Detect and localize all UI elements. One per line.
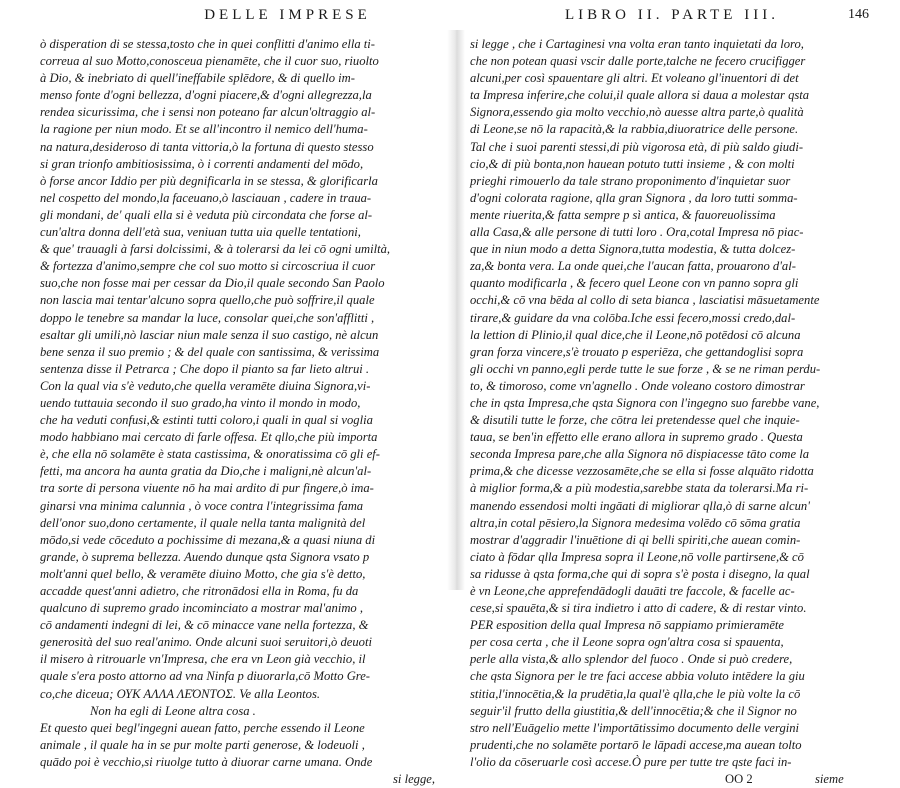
text-line: che in qsta Impresa,che qsta Signora con l'ingegno suo farebbe vane, — [470, 395, 820, 410]
text-line: tra sorte di persona viuente nō ha mai ardito di pur fingere,ò ima- — [40, 481, 374, 496]
text-line: prudenti,che no solamēte portarō le lāpadi accese,ma auean tolto — [470, 737, 802, 752]
text-line: qualcuno di supremo grado incominciato a mostrar mal'animo , — [40, 601, 364, 616]
book-gutter — [447, 30, 465, 590]
text-line: bene senza il suo premio ; & del quale con santissima, & verissima — [40, 344, 380, 359]
text-line: PER esposition della qual Impresa nō sappiamo primieramēte — [470, 618, 784, 633]
page-number: 146 — [848, 7, 869, 22]
right-running-head-text: LIBRO II. PARTE III. — [565, 7, 779, 23]
left-text-block — [40, 36, 445, 788]
text-line: ò forse ancor Iddio per più degnificarla in se stessa, & glorificarla — [40, 173, 378, 188]
text-line: doppo le tenebre sa mandar la luce, consolar quei,che son'afflitti , — [40, 310, 375, 325]
text-line: quādo poi è vecchio,si riuolge tutto à diuorar carne umana. Onde — [40, 754, 373, 769]
text-line: si gran trionfo ambitiosissima, ò i correnti andamenti del mōdo, — [40, 156, 364, 171]
text-line: & disutili tutte le forze, che cōtra lei pretendesse quel che inquie- — [470, 413, 800, 428]
text-line: la lettion di Plinio,il qual dice,che il Leone,nō potēdosi cō alcuna — [470, 327, 801, 342]
text-line: & fortezza d'animo,sempre che col suo motto si circoscriua il cuor — [40, 259, 376, 274]
text-line: tirare,& guidare da vna colōba.Iche essi fecero,mossi credo,dal- — [470, 310, 796, 325]
text-line: nel cospetto del mondo,la faceuano,ò lasciauan , cadere in traua- — [40, 190, 372, 205]
text-line: za,& bonta vera. La onde quei,che l'aucan fatta, prouarono d'al- — [470, 259, 796, 274]
text-line: correua al suo Motto,conosceua pienamēte, che il cuor suo, riuolto — [40, 54, 379, 69]
text-line: dell'onor suo,dono certamente, il quale nella tanta malignità del — [40, 515, 366, 530]
text-line: Et questo quei begl'ingegni auean fatto, perche essendo il Leone — [40, 720, 365, 735]
text-line: mostrar d'aggradir l'inuētione di qi belli spiriti,che auean comin- — [470, 532, 801, 547]
text-line: altra,in cotal pēsiero,la Signora medesima volēdo cō sōma gratia — [470, 515, 801, 530]
right-page — [470, 0, 875, 787]
text-line: è vn Leone,che apprefendādogli dauāti tre faccole, & facelle ac- — [470, 584, 795, 598]
text-line: seguir'il frutto della giustitia,& dell'innocētia;& che il Signor no — [470, 703, 797, 718]
text-line: si legge, — [393, 772, 435, 787]
text-line: si legge , che i Cartaginesi vna volta eran tanto inquietati da loro, — [470, 37, 804, 51]
text-line: mente riuerita,& fatta sempre p sì antica, & fauoreuolissima — [470, 207, 776, 222]
text-line: ta Impresa inferire,che colui,il quale allora si daua a molestar qsta — [470, 88, 810, 103]
signature-mark: OO 2 — [725, 772, 753, 787]
text-line: modo habbiano mai cercato di farle offesa. Et qllo,che più importa — [40, 430, 378, 445]
text-line: cun'altra donna dell'età sua, veniuan tutta uia quelle tentationi, — [40, 225, 361, 240]
text-line: è, che ella nō solamēte è stata castissima, & onoratissima cō gli ef- — [40, 447, 380, 462]
right-running-head — [470, 0, 875, 30]
text-line: ciato à fōdar qlla Impresa sopra il Leone,nō volle partirsene,& cō — [470, 549, 804, 564]
text-line: che ha veduti confusi,& estinti tutti coloro,i quali in qual si voglia — [40, 413, 373, 428]
text-line: prieghi rimouerlo da tale strano proponimento d'inquietar suor — [470, 173, 791, 188]
text-line: non lascia mai tentar'alcuno sopra quello,che può soffrire,il quale — [40, 293, 375, 308]
text-line: uendo tuttauia secondo il suo grado,ha vinto il mondo in modo, — [40, 395, 361, 410]
text-line: sa ridusse à qsta forma,che qui di sopra s'è posta i disegno, la qual — [470, 566, 810, 581]
text-line: Signora,essendo gia molto vecchio,nò auesse altra parte,ò qualità — [470, 105, 804, 120]
text-line: prima,& che dicesse vezzosamēte,che se ella si fosse alquāto ridotta — [470, 464, 814, 479]
text-line: & que' trauagli à farsi dolcissimi, & à tolerarsi da lei cō ogni umiltà, — [40, 242, 391, 257]
text-line: gran forza vincere,s'è trouato p esperiēza, che gettandoglisi sopra — [470, 344, 804, 359]
text-line: generosità del suo real'animo. Onde alcuni suoi seruitori,ò deuoti — [40, 635, 372, 650]
text-line: mōdo,si vede cōceduto a pochissime di mezana,& a quasi niuna di — [40, 532, 376, 547]
text-line: sentenza disse il Petrarca ; Che dopo il pianto sa far lieto altrui . — [40, 361, 370, 376]
text-line: à Dio, & inebriato di quell'ineffabile splēdore, & di quello im- — [40, 71, 355, 86]
text-line: na natura,desideroso di tanta vittoria,ò la fortuna di questo stesso — [40, 139, 374, 154]
text-line: menso fonte d'ogni bellezza, d'ogni piacere,& d'ogni allegrezza,la — [40, 88, 372, 103]
text-line: que in niun modo a detta Signora,tutta modestia, & tutta dolcez- — [470, 242, 796, 257]
text-line: grande, ò suprema bellezza. Auendo dunque qsta Signora vsato p — [40, 549, 370, 564]
text-line: rendea sicurissima, che i sensi non poteano far alcun'oltraggio al- — [40, 105, 376, 120]
left-page — [40, 0, 445, 787]
text-line: perle alla vista,& allo splendor del fuoco . Onde si può credere, — [470, 652, 793, 667]
text-line: accadde quest'anni adietro, che ritronādosi ella in Roma, fu da — [40, 584, 359, 598]
text-line: per cosa certa , che il Leone sopra ogn'altra cosa si spauenta, — [470, 635, 784, 650]
text-line: quale s'era posto attorno ad vna Ninfa p diuorarla,cō Motto Gre- — [40, 669, 371, 684]
text-line: to, & timoroso, come vn'agnello . Onde voleano costoro dimostrar — [470, 378, 805, 393]
text-line: cio,& di più bonta,non hauean potuto tutti insieme , & con molti — [470, 156, 795, 171]
text-line: alcuni,per così spauentare gli altri. Et voleano gl'inuentori di det — [470, 71, 799, 86]
text-line: Con la qual via s'è veduto,che quella veramēte diuina Signora,vi- — [40, 378, 371, 393]
text-line: che non potean quasi vscir dalle porte,talche ne fecero crucifigger — [470, 54, 806, 69]
text-line: la ragione per niun modo. Et se all'incontro il nemico dell'huma- — [40, 122, 368, 137]
text-line: quanto modificarla , & fecero quel Leone con vn panno sopra gli — [470, 276, 799, 291]
text-line: ginarsi vna minima calunnia , ò voce contra l'integrissima fama — [40, 498, 364, 513]
text-line: ò disperation di se stessa,tosto che in quei conflitti d'animo ella ti- — [40, 37, 376, 51]
text-line: Non ha egli di Leone altra cosa . — [90, 703, 256, 718]
text-line: fetti, ma ancora ha aunta gratia da Dio,che i maligni,nè alcun'al- — [40, 464, 372, 479]
text-line: occhi,& cō vna bēda al collo di seta bianca , lasciatisi māsuetamente — [470, 293, 820, 308]
text-line: stitia,l'innocētia,& la prudētia,la qual'è qlla,che le più volte la cō — [470, 686, 801, 701]
text-line: gli mondani, de' quali ella si è veduta più circondata che forse al- — [40, 207, 373, 222]
text-line: cese,si spauēta,& si tira indietro i atto di cadere, & di restar vinto. — [470, 601, 807, 616]
catchword: sieme — [815, 772, 844, 787]
text-line: l'olio da cōseruarle così accese.Ò pure per tutte tre qste faci in- — [470, 754, 792, 769]
text-line: seconda Impresa pare,che alla Signora nō dispiacesse tāto come la — [470, 447, 810, 462]
left-running-head: DELLE IMPRESE — [204, 7, 371, 23]
text-line: il misero à ritrouarle vn'Impresa, che era vn Leon già vecchio, il — [40, 652, 366, 667]
text-line: gli occhi vn panno,egli perde tutte le sue forze , & se ne riman perdu- — [470, 361, 821, 376]
text-line: Tal che i suoi parenti stessi,di più vigorosa età, di più saldo giudi- — [470, 139, 804, 154]
text-line: animale , il quale ha in se pur molte parti generose, & lodeuoli , — [40, 737, 365, 752]
text-line: esaltar gli umili,nò lasciar niun male senza il suo castigo, nè alcun — [40, 327, 379, 342]
text-line: taua, se ben'in effetto elle erano allora in supremo grado . Questa — [470, 430, 803, 445]
text-line: à miglior forma,& a più modestia,sarebbe stata da tolerarsi.Ma ri- — [470, 481, 809, 496]
text-line: d'ogni colorata ragione, qlla gran Signora , da loro tutti somma- — [470, 190, 798, 205]
text-line: suo,che non fosse mai per cessar da Dio,il quale secondo San Paolo — [40, 276, 385, 291]
right-text-block — [470, 36, 875, 771]
text-line: alla Casa,& alle persone di tutti loro . Ora,cotal Impresa nō piac- — [470, 225, 804, 240]
text-line: di Leone,se nō la rapacità,& la rabbia,diuoratrice delle persone. — [470, 122, 799, 137]
text-line: che qsta Signora per le tre faci accese abbia voluto intēdere la giu — [470, 669, 805, 684]
text-line: cō andamenti indegni di lei, & cō minacce vane nella fortezza, & — [40, 618, 369, 633]
text-line: manendo essendosi molti ingāati di migliorar qlla,ò di sarne alcun' — [470, 498, 810, 513]
text-line: molt'anni quel bello, & veramēte diuino Motto, che gia s'è detto, — [40, 566, 366, 581]
text-line: co,che diceua; ΟΥΚ ΑΛΛΑ ΛΕΌΝΤΟΣ. Ve alla Leontos. — [40, 686, 321, 701]
text-line: stro nell'Euāgelio mette l'importātissimo documento delle vergini — [470, 720, 800, 735]
